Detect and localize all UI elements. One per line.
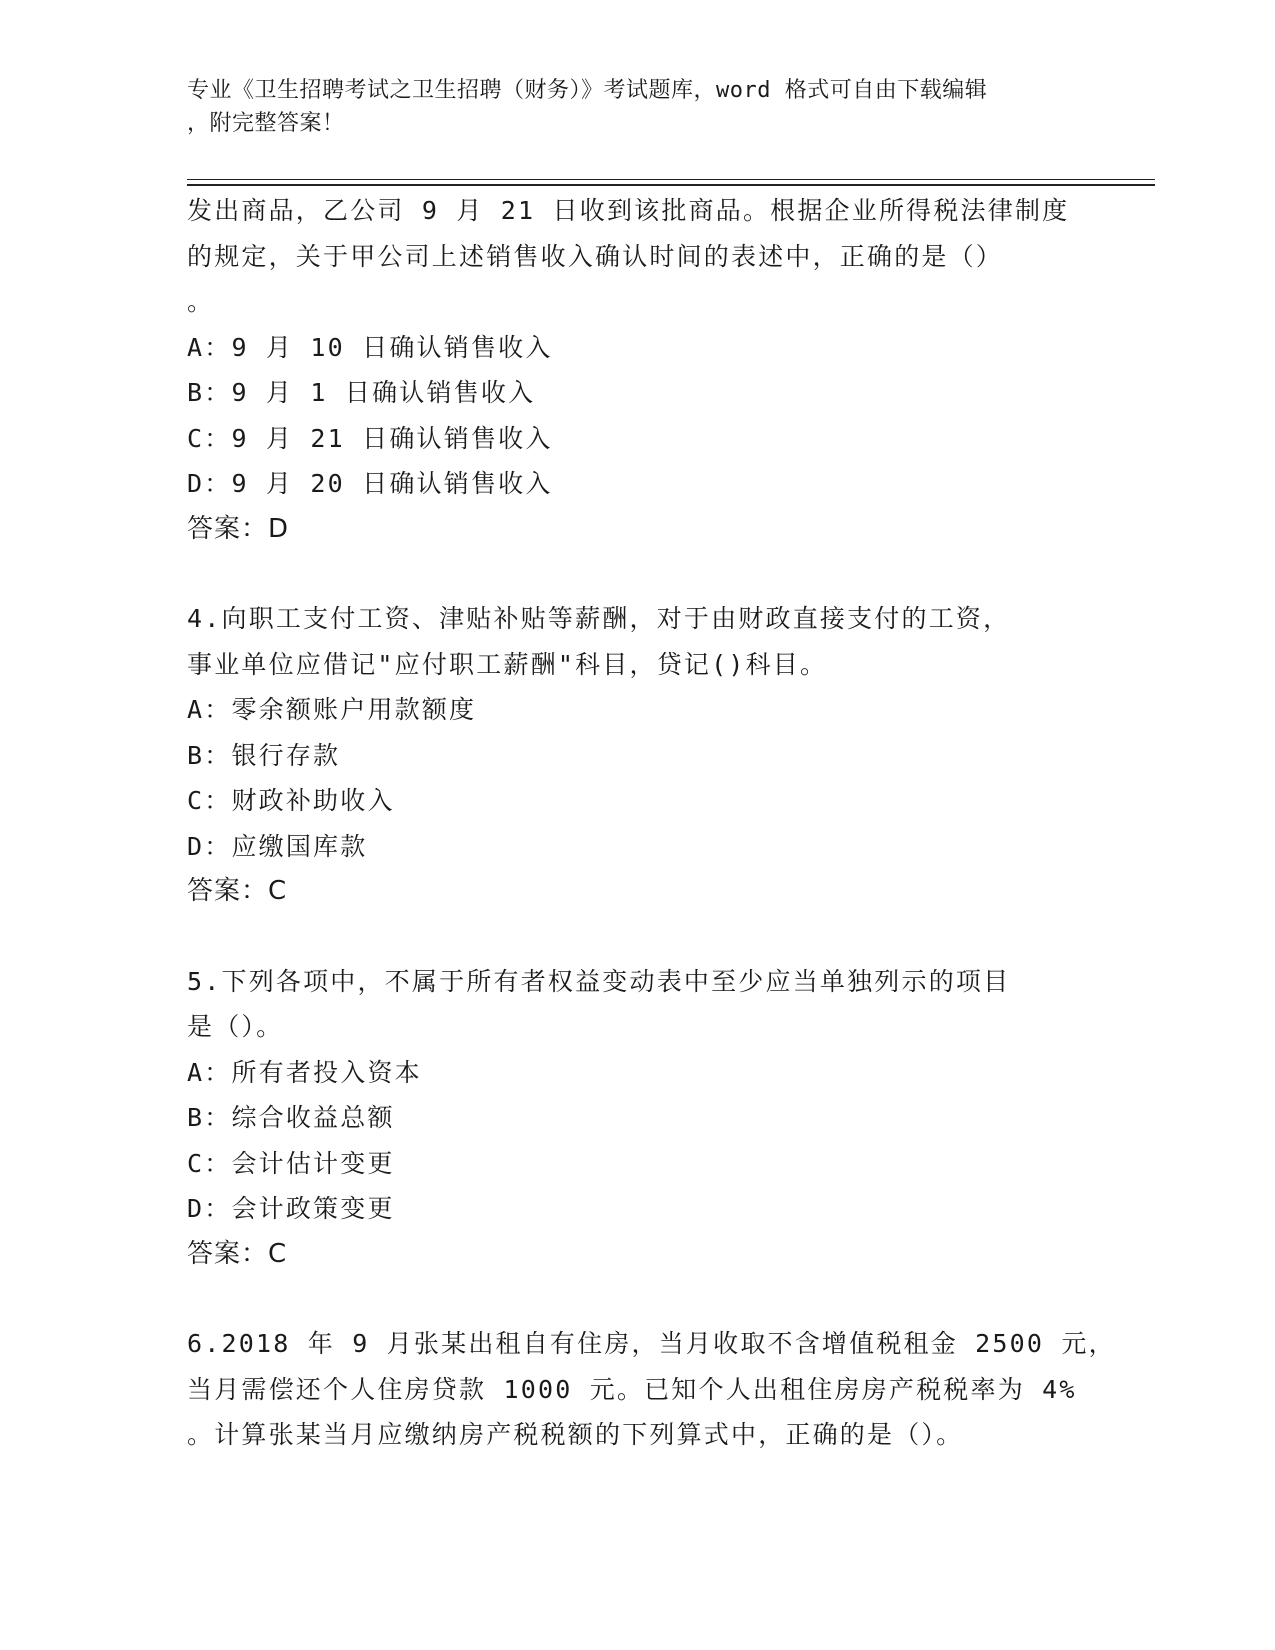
header-divider-thin — [187, 179, 1155, 180]
spacer — [187, 552, 1087, 596]
question-4 — [187, 596, 1087, 915]
header-divider-thick — [187, 184, 1155, 186]
question-text-line: 是（）。 — [187, 1012, 284, 1041]
option-b: B：综合收益总额 — [187, 1103, 395, 1132]
answer-line: 答案：D — [187, 513, 290, 544]
question-text-line: 事业单位应借记"应付职工薪酬"科目，贷记()科目。 — [187, 649, 828, 679]
question-text-line: 6.2018 年 9 月张某出租自有住房，当月收取不含增值税租金 2500 元， — [187, 1329, 1116, 1358]
question-text-line: 的规定，关于甲公司上述销售收入确认时间的表述中，正确的是（） — [187, 241, 1004, 271]
option-d: D：会计政策变更 — [187, 1194, 395, 1223]
option-c: C：财政补助收入 — [187, 786, 395, 815]
header-title-line-2: ，附完整答案！ — [187, 111, 345, 136]
option-c: C：9 月 21 日确认销售收入 — [187, 423, 553, 453]
option-c: C：会计估计变更 — [187, 1148, 395, 1178]
question-text-line: 。 — [187, 287, 215, 316]
question-5 — [187, 959, 1087, 1278]
question-3 — [187, 188, 1087, 552]
option-d: D：9 月 20 日确认销售收入 — [187, 469, 553, 498]
document-body — [187, 188, 1116, 1458]
option-b: B：银行存款 — [187, 740, 341, 770]
option-a: A：零余额账户用款额度 — [187, 695, 477, 724]
option-a: A：9 月 10 日确认销售收入 — [187, 332, 553, 362]
question-text-line: 发出商品，乙公司 9 月 21 日收到该批商品。根据企业所得税法律制度 — [187, 196, 1070, 225]
spacer — [187, 1277, 1087, 1321]
answer-line: 答案：C — [187, 1238, 288, 1269]
question-text-line: 。计算张某当月应缴纳房产税税额的下列算式中，正确的是（）。 — [187, 1420, 964, 1449]
option-b: B：9 月 1 日确认销售收入 — [187, 378, 536, 407]
question-text-line: 当月需偿还个人住房贷款 1000 元。已知个人出租住房房产税税率为 4% — [187, 1374, 1077, 1404]
question-text-line: 5.下列各项中，不属于所有者权益变动表中至少应当单独列示的项目 — [187, 966, 1011, 996]
answer-line: 答案：C — [187, 876, 288, 906]
option-a: A：所有者投入资本 — [187, 1057, 422, 1087]
document-header — [187, 74, 1067, 140]
question-text-line: 4.向职工支付工资、津贴补贴等薪酬，对于由财政直接支付的工资， — [187, 604, 1011, 633]
spacer — [187, 915, 1087, 959]
question-6 — [187, 1321, 1116, 1458]
option-d: D：应缴国库款 — [187, 831, 368, 861]
header-title-line-1: 专业《卫生招聘考试之卫生招聘（财务）》考试题库，word 格式可自由下载编辑 — [187, 78, 988, 103]
